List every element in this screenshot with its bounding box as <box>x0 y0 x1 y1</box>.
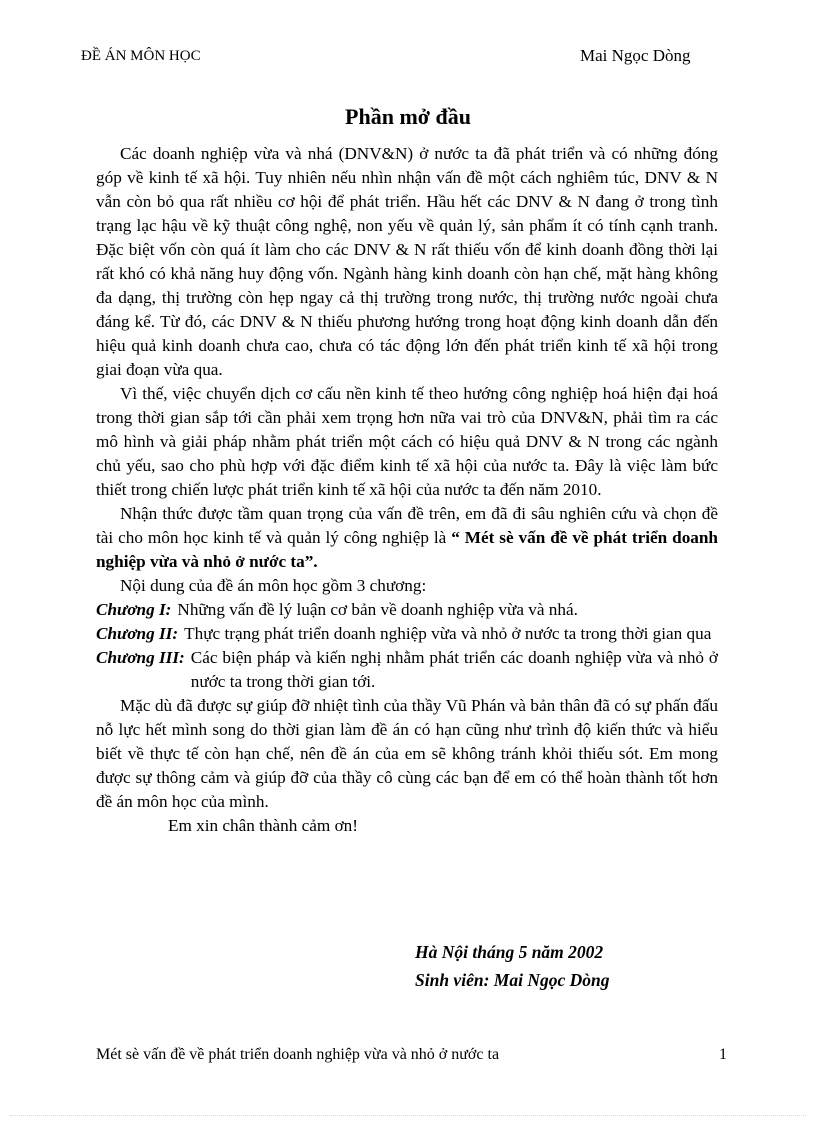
header-left: ĐỀ ÁN MÔN HỌC <box>81 48 201 64</box>
contents-intro: Nội dung của đề án môn học gồm 3 chương: <box>120 576 427 595</box>
paragraph-topic <box>96 502 718 574</box>
chapter-3-label: Chương III: <box>96 648 185 667</box>
signature-block <box>415 938 609 994</box>
chapter-2 <box>96 622 718 646</box>
chapter-2-text: Thực trạng phát triển doanh nghiệp vừa và nhỏ ở nước ta trong thời gian qua <box>184 624 712 643</box>
topic-title: “ Mét sè vấn đề về phát triển doanh nghiệp vừa và nhỏ ở nước ta”. <box>96 528 718 571</box>
paragraph-1: Các doanh nghiệp vừa và nhá (DNV&N) ở nước ta đã phát triển và có những đóng góp về kinh tế xã hội. Tuy nhiên nếu nhìn nhận vấn đề một cách nghiêm túc, DNV & N vẫn còn bỏ qua rất nhiều cơ hội để phát triển. Hầu hết các DNV & N đang ở trong tình trạng lạc hậu về kỹ thuật công nghệ, non yếu về quản lý, sản phẩm ít có tính cạnh tranh. Đặc biệt vốn còn quá ít làm cho các DNV & N rất thiếu vốn để kinh doanh đồng thời lại rất khó có khả năng huy động vốn. Ngành hàng kinh doanh còn hạn chế, mặt hàng không đa dạng, thị trường còn hẹp ngay cả thị trường trong nước, thị trường nước ngoài chưa đáng kể. Từ đó, các DNV & N thiếu phương hướng trong hoạt động kinh doanh dẫn đến hiệu quả kinh doanh chưa cao, chưa có tác động lớn đến phát triển kinh tế xã hội trong giai đoạn vừa qua. <box>96 144 718 379</box>
body-text <box>96 142 718 838</box>
signature-student: Sinh viên: Mai Ngọc Dòng <box>415 970 610 990</box>
topic-intro: Nhận thức được tầm quan trọng của vấn đề trên, em đã đi sâu nghiên cứu và chọn đề tài cho môn học kinh tế và quản lý công nghiệp là <box>96 504 718 547</box>
signature-place-date: Hà Nội tháng 5 năm 2002 <box>415 942 604 962</box>
footer-title: Mét sè vấn đề về phát triển doanh nghiệp vừa và nhỏ ở nước ta <box>96 1046 500 1063</box>
header-right: Mai Ngọc Dòng <box>580 46 691 65</box>
page-number: 1 <box>719 1046 727 1063</box>
chapter-3-text: Các biện pháp và kiến nghị nhằm phát triển các doanh nghiệp vừa và nhỏ ở nước ta trong thời gian tới. <box>190 648 718 691</box>
chapter-3 <box>96 646 718 694</box>
paragraph-2: Vì thế, việc chuyển dịch cơ cấu nền kinh tế theo hướng công nghiệp hoá hiện đại hoá trong thời gian sắp tới cần phải xem trọng hơn nữa vai trò của DNV&N, phải tìm ra các mô hình và giải pháp nhằm phát triển một cách có hiệu quả DNV & N trong các ngành chủ yếu, sao cho phù hợp với đặc điểm kinh tế xã hội của nước ta. Đây là việc làm bức thiết trong chiến lược phát triển kinh tế xã hội của nước ta đến năm 2010. <box>96 384 718 499</box>
chapter-1-text: Những vấn đề lý luận cơ bản về doanh nghiệp vừa và nhá. <box>177 600 578 619</box>
thanks-line: Em xin chân thành cảm ơn! <box>168 816 358 835</box>
chapter-1-label: Chương I: <box>96 600 172 619</box>
chapter-2-label: Chương II: <box>96 624 179 643</box>
page-title: Phần mở đầu <box>345 104 471 129</box>
chapter-1 <box>96 598 718 622</box>
closing-paragraph: Mặc dù đã được sự giúp đỡ nhiệt tình của thầy Vũ Phán và bản thân đã có sự phấn đấu nỗ lực hết mình song do thời gian làm đề án có hạn cũng như trình độ kiến thức và hiểu biết về thực tế còn hạn chế, nên đề án của em sẽ không tránh khỏi thiếu sót. Em mong được sự thông cảm và giúp đỡ của thầy cô cùng các bạn để em có thể hoàn thành tốt hơn đề án môn học của mình. <box>96 696 718 811</box>
page-bottom-divider <box>10 1115 806 1116</box>
